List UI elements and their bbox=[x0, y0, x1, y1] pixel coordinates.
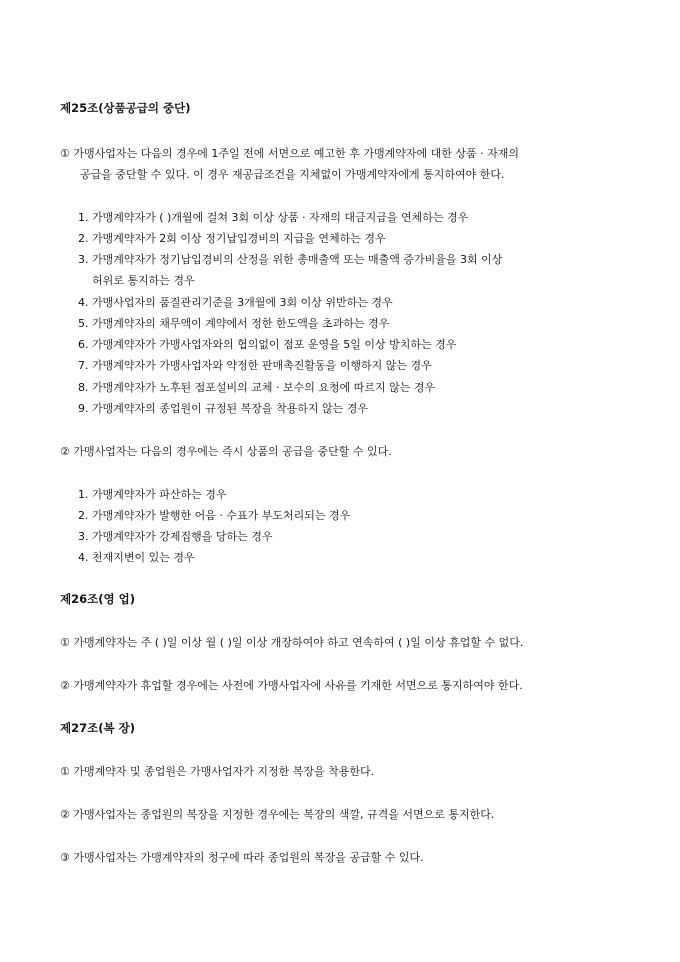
article-25-paragraph-1-line-2: 공급을 중단할 수 있다. 이 경우 재공급조건을 지체없이 가맹계약자에게 통지하여야 한다. bbox=[80, 168, 505, 181]
article-26-paragraph-1: ① 가맹계약자는 주 ( )일 이상 월 ( )일 이상 개장하여야 하고 연속하여 ( )일 이상 휴업할 수 없다. bbox=[60, 636, 524, 649]
article-25-paragraph-1-line-1: ① 가맹사업자는 다음의 경우에 1주일 전에 서면으로 예고한 후 가맹계약자에 대한 상품 · 자재의 bbox=[60, 147, 519, 160]
list-item: 9. 가맹계약자의 종업원이 규정된 복장을 착용하지 않는 경우 bbox=[78, 402, 368, 415]
list-item: 4. 천재지변이 있는 경우 bbox=[78, 551, 195, 564]
article-27-title: 제27조(복 장) bbox=[60, 721, 135, 735]
list-item: 2. 가맹계약자가 2회 이상 정기납입경비의 지급을 연체하는 경우 bbox=[78, 232, 386, 245]
article-27-paragraph-3: ③ 가맹사업자는 가맹계약자의 청구에 따라 종업원의 복장을 공급할 수 있다. bbox=[60, 851, 424, 864]
article-27-paragraph-2: ② 가맹사업자는 종업원의 복장을 지정한 경우에는 복장의 색깔, 규격을 서면으로 통지한다. bbox=[60, 808, 495, 821]
article-25-paragraph-2: ② 가맹사업자는 다음의 경우에는 즉시 상품의 공급을 중단할 수 있다. bbox=[60, 445, 392, 458]
article-25-title: 제25조(상품공급의 중단) bbox=[60, 101, 191, 115]
list-item: 1. 가맹계약자가 파산하는 경우 bbox=[78, 488, 227, 501]
article-26-paragraph-2: ② 가맹계약자가 휴업할 경우에는 사전에 가맹사업자에 사유를 기재한 서면으로 통지하여야 한다. bbox=[60, 679, 523, 692]
list-item: 4. 가맹사업자의 품질관리기준을 3개월에 3회 이상 위반하는 경우 bbox=[78, 296, 393, 309]
list-item-continuation: 허위로 통지하는 경우 bbox=[92, 274, 195, 287]
list-item: 5. 가맹계약자의 채무액이 계약에서 정한 한도액을 초과하는 경우 bbox=[78, 317, 390, 330]
article-27-paragraph-1: ① 가맹계약자 및 종업원은 가맹사업자가 지정한 복장을 착용한다. bbox=[60, 765, 375, 778]
list-item: 2. 가맹계약자가 발행한 어음 · 수표가 부도처리되는 경우 bbox=[78, 509, 351, 522]
article-26-title: 제26조(영 업) bbox=[60, 592, 135, 606]
list-item: 3. 가맹계약자가 정기납입경비의 산정을 위한 총매출액 또는 매출액 증가비율을 3회 이상 bbox=[78, 253, 503, 266]
list-item: 3. 가맹계약자가 강제집행을 당하는 경우 bbox=[78, 530, 273, 543]
list-item: 8. 가맹계약자가 노후된 점포설비의 교체 · 보수의 요청에 따르지 않는 경우 bbox=[78, 381, 436, 394]
list-item: 7. 가맹계약자가 가맹사업자와 약정한 판매촉진활동을 이행하지 않는 경우 bbox=[78, 359, 432, 372]
list-item: 6. 가맹계약자가 가맹사업자와의 협의없이 점포 운영을 5일 이상 방치하는 경우 bbox=[78, 338, 457, 351]
list-item: 1. 가맹계약자가 ( )개월에 걸쳐 3회 이상 상품 · 자재의 대금지급을 연체하는 경우 bbox=[78, 211, 469, 224]
